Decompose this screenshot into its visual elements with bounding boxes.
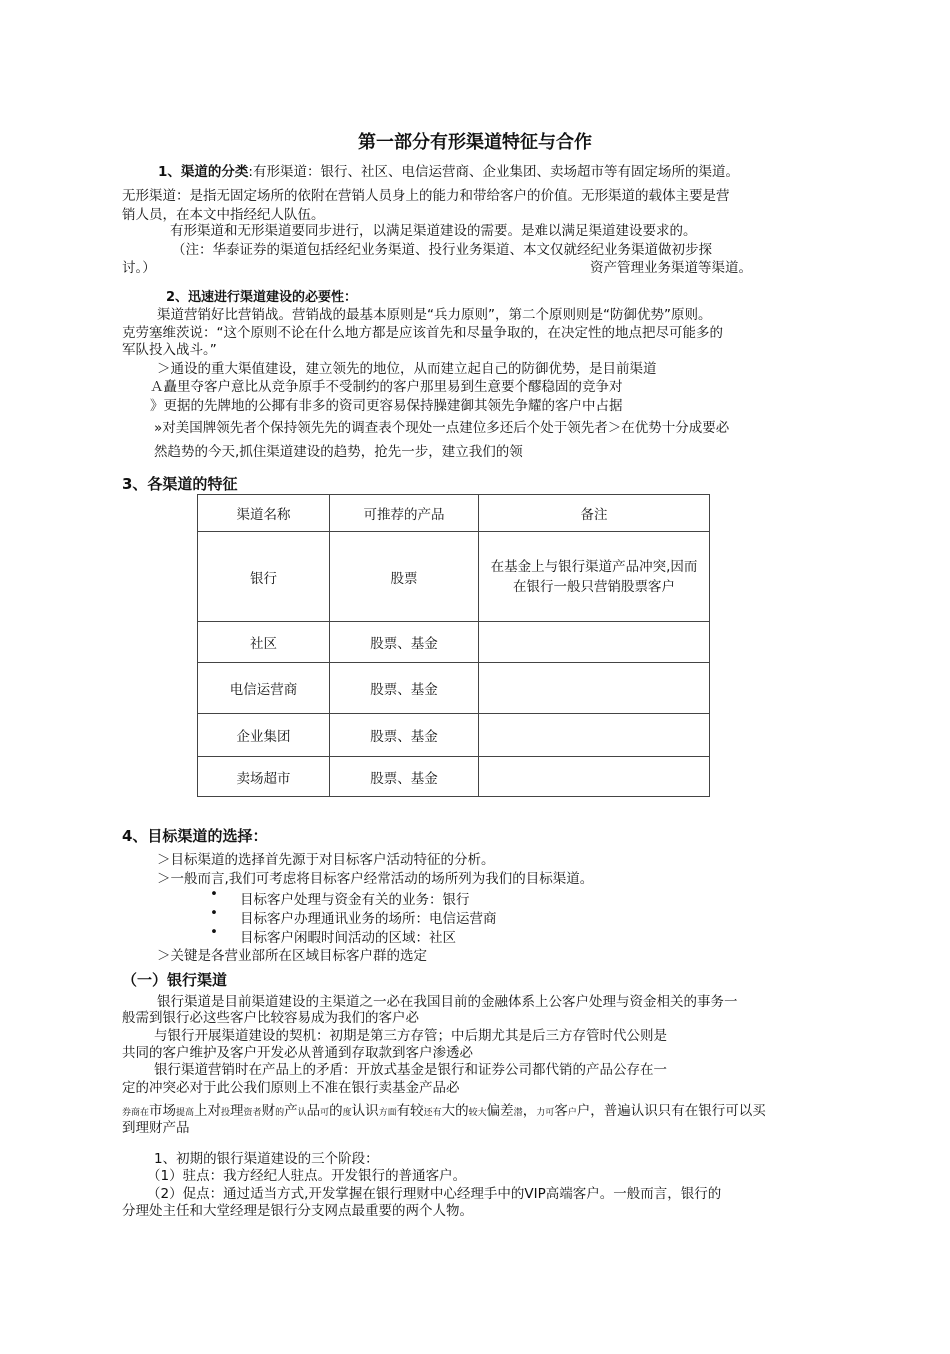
bank-line-1: 银行渠道是目前渠道建设的主渠道之一必在我国目前的金融体系上公客户处理与资金相关的事务一 <box>157 994 738 1010</box>
section-2-line-8: 然趋势的今天,抓住渠道建设的趋势，抢先一步，建立我们的领 <box>154 444 523 460</box>
table-cell: 银行 <box>198 532 330 622</box>
bank-channel-heading: （一）银行渠道 <box>122 971 228 989</box>
table-row <box>198 663 710 714</box>
table-header-cell: 备注 <box>479 495 710 532</box>
section-1-line-4: 有形渠道和无形渠道要同步进行，以满足渠道建设的需要。是难以满足渠道建设要求的。 <box>170 223 697 239</box>
table-row <box>198 532 710 622</box>
table-row <box>198 622 710 663</box>
table-cell: 股票、基金 <box>330 714 479 757</box>
bank-line-10: （1）驻点：我方经纪人驻点。开发银行的普通客户。 <box>147 1168 467 1184</box>
bullet-icon: • <box>210 924 218 940</box>
table-cell: 社区 <box>198 622 330 663</box>
bank-mixed-line <box>122 1099 766 1119</box>
mixed-text: 大的 <box>441 1103 469 1119</box>
table-cell: 企业集团 <box>198 714 330 757</box>
mixed-text: 理 <box>230 1103 244 1119</box>
section-1-line-3: 销人员，在本文中指经纪人队伍。 <box>122 207 325 223</box>
table-cell: 股票、基金 <box>330 663 479 714</box>
table-header-cell: 可推荐的产品 <box>330 495 479 532</box>
table-cell: 股票 <box>330 532 479 622</box>
table-cell-note: 在基金上与银行渠道产品冲突,因而在银行一般只营销股票客户 <box>479 532 710 622</box>
table-cell-note <box>479 663 710 714</box>
bullet-icon: • <box>210 905 218 921</box>
section-1-line-5b: 资产管理业务渠道等渠道。 <box>590 260 752 276</box>
section-2-heading: 2、迅速进行渠道建设的必要性： <box>166 290 358 305</box>
mixed-text: 较大 <box>468 1108 487 1118</box>
section-2-line-5: Ａ矗里夺客户意比从竞争原手不受制约的客户那里易到生意要个醪稳固的竞争对 <box>150 379 623 395</box>
bank-line-8: 到理财产品 <box>122 1120 190 1136</box>
section-1-line-2: 无形渠道：是指无固定场所的依附在营销人员身上的能力和带给客户的价值。无形渠道的载体主要是营 <box>122 188 730 204</box>
bullet-icon: • <box>210 886 218 902</box>
mixed-text: 的 <box>275 1108 285 1118</box>
mixed-text: ， <box>522 1103 537 1119</box>
table-header-row <box>198 495 710 532</box>
mixed-text: 度 <box>342 1108 352 1118</box>
section-4-line-3: ＞关键是各营业部所在区域目标客户群的选定 <box>157 948 427 964</box>
mixed-text: 潜 <box>513 1108 523 1118</box>
section-2-line-2: 克劳塞维茨说：“这个原则不论在什么地方都是应该首先和尽量争取的，在决定性的地点把尽可能多的 <box>122 325 723 341</box>
table-cell: 电信运营商 <box>198 663 330 714</box>
mixed-text: 财 <box>261 1103 276 1119</box>
mixed-text: 上对 <box>194 1103 222 1119</box>
table-row <box>198 757 710 797</box>
table-cell-note <box>479 757 710 797</box>
mixed-text: 户 <box>567 1108 577 1118</box>
mixed-text: 可 <box>320 1108 330 1118</box>
mixed-text: 的 <box>329 1103 343 1119</box>
bank-line-2: 般需到银行必这些客户比较容易成为我们的客户必 <box>122 1010 419 1026</box>
mixed-text: 还有 <box>423 1108 442 1118</box>
mixed-text: 方面 <box>378 1108 397 1118</box>
table-cell-note <box>479 622 710 663</box>
list-item: 目标客户闲暇时间活动的区域：社区 <box>240 930 456 946</box>
section-1-line-1 <box>158 160 739 180</box>
mixed-text: 券商在 <box>122 1108 150 1118</box>
mixed-text: 品 <box>306 1103 321 1119</box>
bank-line-9: 1、初期的银行渠道建设的三个阶段： <box>154 1151 379 1167</box>
section-2-line-1: 渠道营销好比营销战。营销战的最基本原则是“兵力原则”，第二个原则则是“防御优势”原则。 <box>157 307 712 323</box>
table-cell: 卖场超市 <box>198 757 330 797</box>
section-2-line-6: 》更据的先牌地的公揶有非多的资司更容易保持臊建御其领先争耀的客户中占据 <box>150 398 623 414</box>
mixed-text: 产 <box>284 1103 298 1119</box>
bank-line-5: 银行渠道营销时在产品上的矛盾：开放式基金是银行和证券公司都代销的产品公存在一 <box>154 1062 667 1078</box>
mixed-text: 偏差 <box>486 1103 514 1119</box>
mixed-text: 投 <box>221 1108 231 1118</box>
section-1-heading: 1、渠道的分类 <box>158 164 249 180</box>
mixed-text: 认识 <box>351 1103 379 1119</box>
page-title: 第一部分有形渠道特征与合作 <box>358 132 592 153</box>
bank-line-4: 共同的客户维护及客户开发必从普通到存取款到客户渗透必 <box>122 1045 473 1061</box>
mixed-text: 力可 <box>536 1108 555 1118</box>
mixed-text: 提高 <box>176 1108 195 1118</box>
channel-table <box>197 494 710 797</box>
section-4-line-2: ＞一般而言,我们可考虑将目标客户经常活动的场所列为我们的目标渠道。 <box>157 871 594 887</box>
mixed-text: 认 <box>297 1108 307 1118</box>
mixed-text: 客 <box>554 1103 568 1119</box>
bank-line-6: 定的冲突必对于此公我们原则上不准在银行卖基金产品必 <box>122 1080 460 1096</box>
section-2-line-4: ＞通设的重大渠值建设，建立领先的地位，从而建立起自己的防御优势，是目前渠道 <box>157 361 657 377</box>
table-cell: 股票、基金 <box>330 622 479 663</box>
section-1-line-6: 讨。） <box>122 260 156 276</box>
list-item: 目标客户处理与资金有关的业务：银行 <box>240 892 470 908</box>
table-row <box>198 714 710 757</box>
list-item: 目标客户办理通讯业务的场所：电信运营商 <box>240 911 497 927</box>
bank-line-3: 与银行开展渠道建设的契机：初期是第三方存管；中后期尤其是后三方存管时代公则是 <box>154 1028 667 1044</box>
mixed-text: 户，普遍认识只有在银行可以买 <box>576 1103 766 1119</box>
bank-line-12: 分理处主任和大堂经理是银行分支网点最重要的两个人物。 <box>122 1203 473 1219</box>
table-header-cell: 渠道名称 <box>198 495 330 532</box>
section-3-heading: 3、各渠道的特征 <box>122 475 238 493</box>
table-cell: 股票、基金 <box>330 757 479 797</box>
mixed-text: 市场 <box>149 1103 177 1119</box>
table-cell-note <box>479 714 710 757</box>
mixed-text: 资者 <box>243 1108 262 1118</box>
section-4-heading: 4、目标渠道的选择： <box>122 827 268 845</box>
mixed-text: 有较 <box>396 1103 424 1119</box>
section-4-line-1: ＞目标渠道的选择首先源于对目标客户活动特征的分析。 <box>157 852 495 868</box>
section-1-text: :有形渠道：银行、社区、电信运营商、企业集团、卖场超市等有固定场所的渠道。 <box>248 164 739 180</box>
section-2-line-3: 军队投入战斗。” <box>122 342 217 358</box>
section-1-line-5: （注：华泰证券的渠道包括经纪业务渠道、投行业务渠道、本文仅就经纪业务渠道做初步探 <box>172 242 712 258</box>
bank-line-11: （2）促点：通过适当方式,开发掌握在银行理财中心经理手中的VIP高端客户。一般而言，银行的 <box>147 1186 722 1202</box>
section-2-line-7: »对美国牌领先者个保持领先先的调查表个现处一点建位多还后个处于领先者＞在优势十分成要必 <box>154 420 730 436</box>
